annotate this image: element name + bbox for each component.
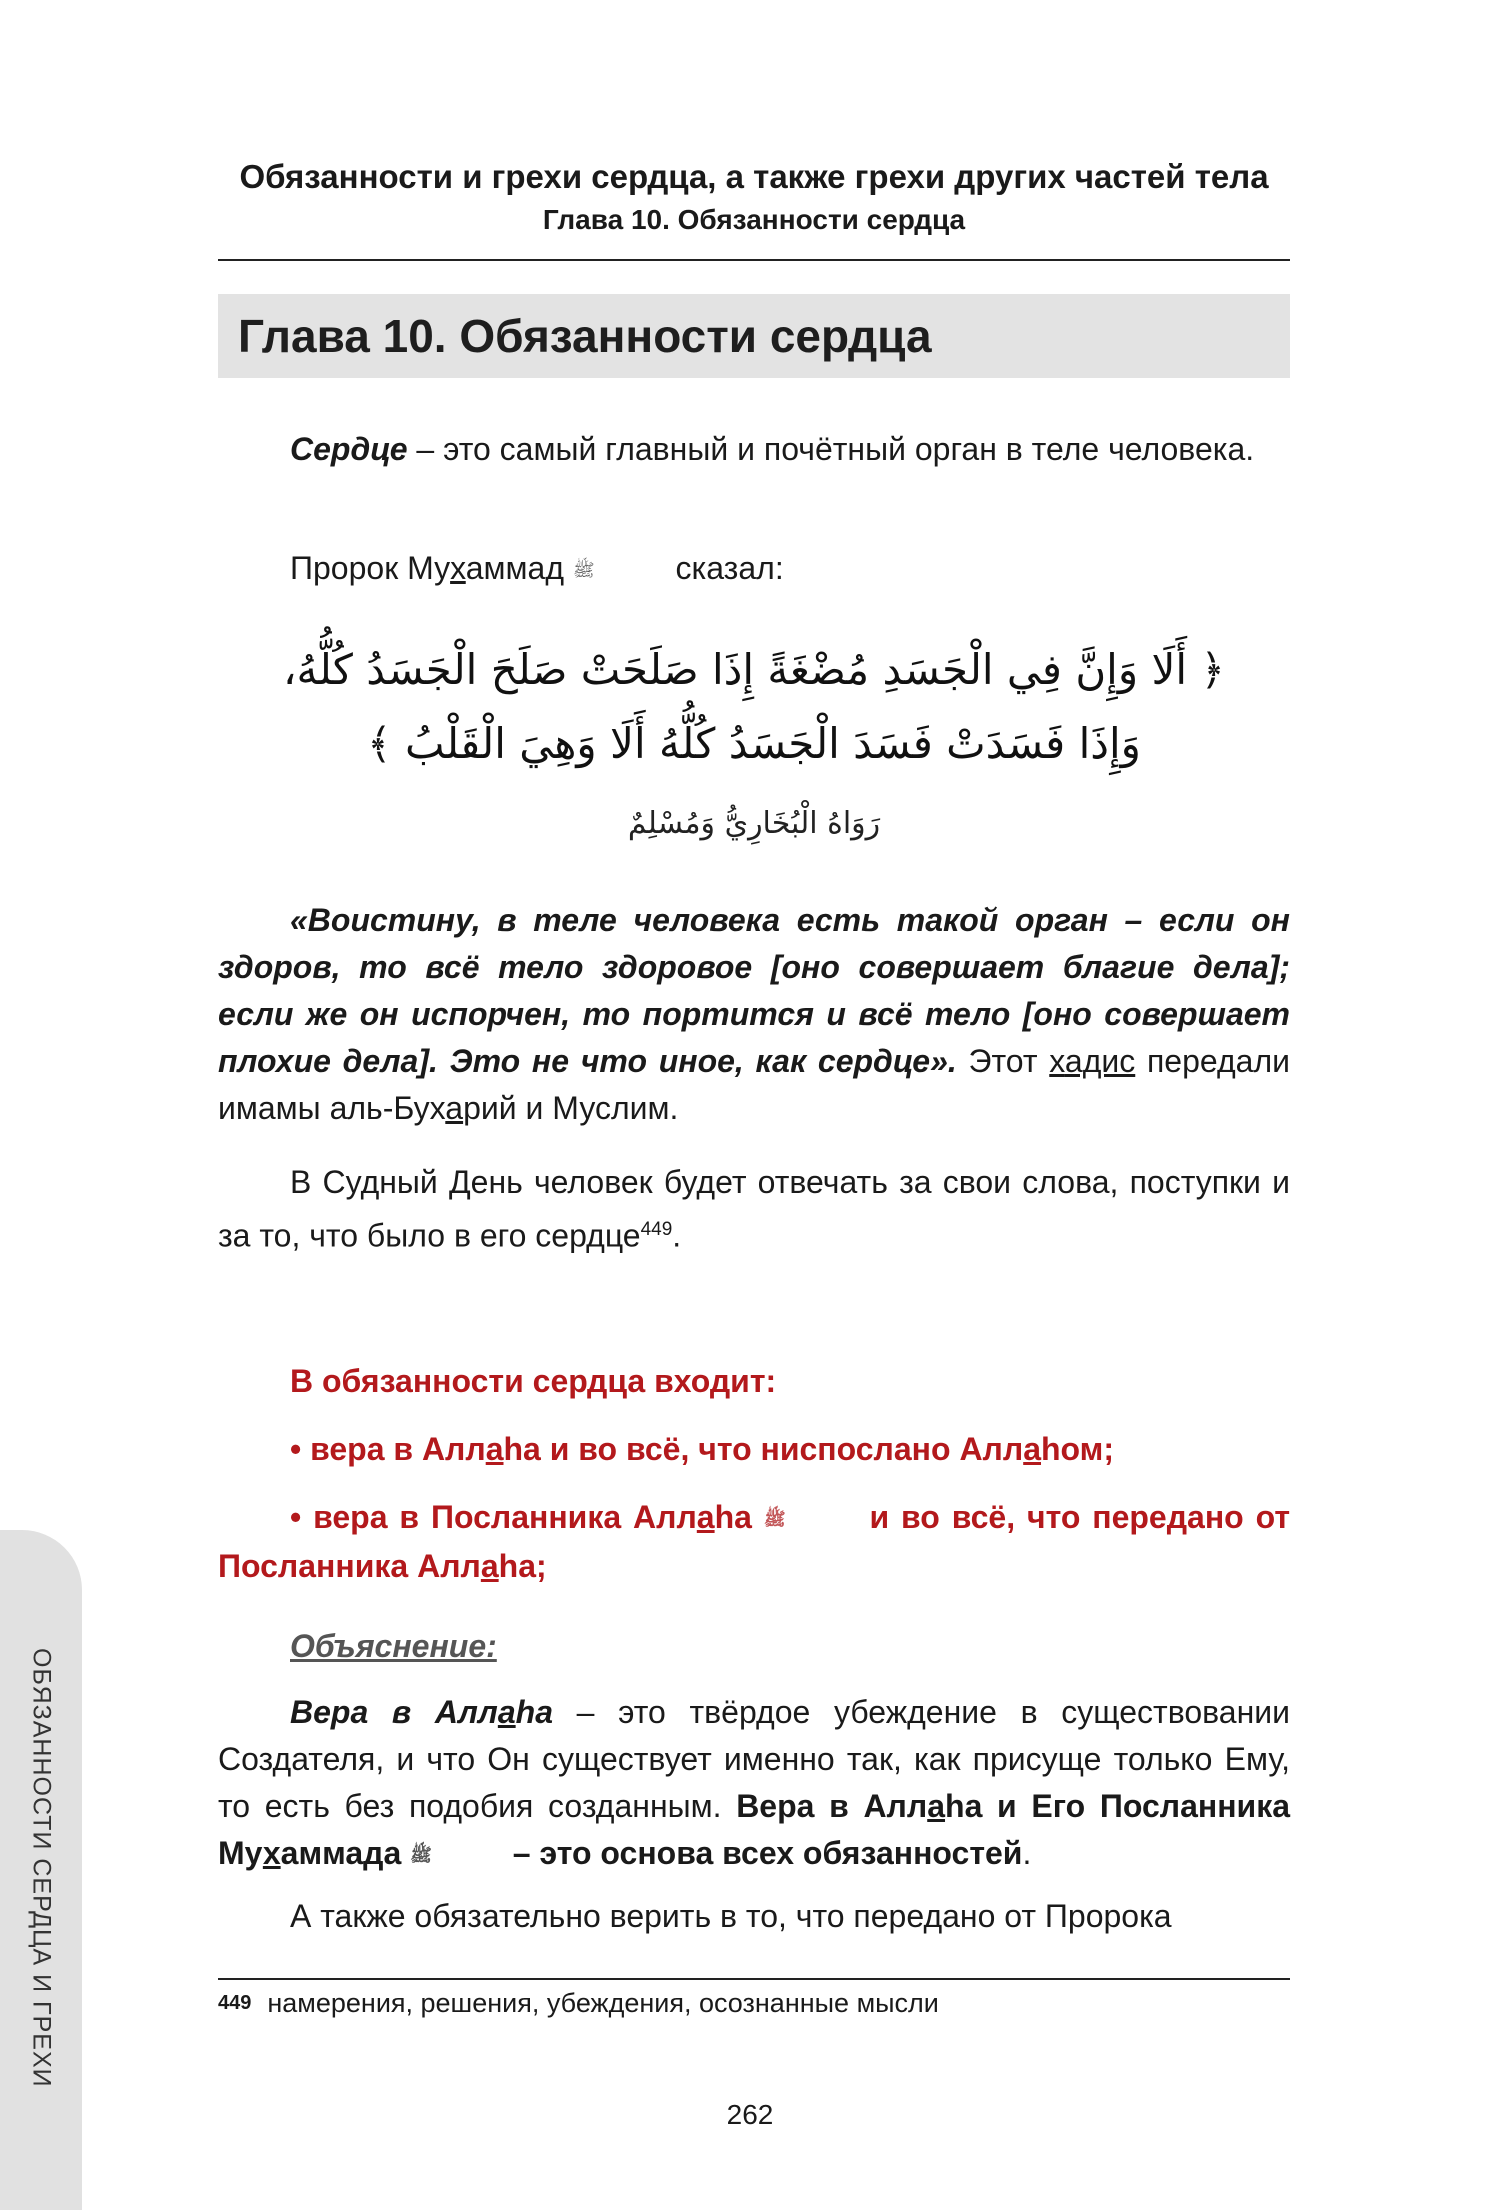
paragraph-judgment-day: В Судный День человек будет отвечать за свои слова, поступки и за то, что было в его сердце$^{449}$.: [218, 1164, 1290, 1254]
duties-list: [218, 1358, 1290, 1590]
chapter-subtitle: Глава 10. Обязанности сердца: [542, 204, 966, 235]
hadith-translation: «Воистину, в теле человека есть такой орган – если он здоров, то всё тело здоровое [оно совершает благие дела]; если же он испорчен, то портится и всё тело [оно совершает плохие дела]. Это не что иное, как сердце».: [218, 902, 1290, 1079]
salawat-icon: ﷺ: [410, 1845, 432, 1867]
side-tab-label-wrap: [0, 1648, 82, 2088]
chapter-heading-box: [218, 294, 1290, 378]
header-rule: [218, 259, 1290, 261]
duty-item: • вера в Посланника Аллаһа ﷺ и во всё, что передано от Посланника Аллаһа;: [218, 1494, 1290, 1590]
footnote-ref[interactable]: 449: [640, 1219, 673, 1240]
explanation-label: Объяснение:: [290, 1628, 497, 1664]
footnote-number: 449: [218, 1992, 252, 2014]
book-title: Обязанности и грехи сердца, а также грехи других частей тела: [239, 158, 1269, 195]
explanation-label-block: [218, 1623, 1290, 1670]
paragraph-heart: [218, 426, 1290, 473]
footnote-text: намерения, решения, убеждения, осознанные мысли: [267, 1988, 939, 2018]
page-number: 262: [726, 2099, 774, 2130]
arabic-hadith: [218, 633, 1290, 781]
heart-definition: – это самый главный и почётный орган в теле человека.: [407, 431, 1255, 467]
footnote: [218, 1984, 939, 2022]
arabic-source: رَوَاهُ الْبُخَارِيُّ وَمُسْلِمٌ: [627, 806, 881, 841]
side-tab-label: ОБЯЗАННОСТИ СЕРДЦА И ГРЕХИ: [27, 1648, 56, 2088]
salawat-icon: ﷺ: [763, 1509, 786, 1531]
duties-heading: В обязанности сердца входит:: [290, 1363, 777, 1399]
duty-item: • вера в Аллаһа и во всё, что ниспослано Аллаһом;: [290, 1431, 1114, 1467]
paragraph-also: А также обязательно верить в то, что передано от Пророка: [290, 1898, 1172, 1934]
paragraph-faith: Вера в Аллаһа – это твёрдое убеждение в существовании Создателя, и что Он существует именно так, как присуще только Ему, то есть без подобия созданным. Вера в Аллаһа и Его Посланника Мухаммада ﷺ – это основа всех обязанностей.: [218, 1689, 1290, 1879]
heart-term: Сердце: [290, 431, 408, 467]
arabic-line-1: ﴿ أَلَا وَإِنَّ فِي الْجَسَدِ مُضْغَةً إِذَا صَلَحَتْ صَلَحَ الْجَسَدُ كُلُّهُ،: [282, 645, 1226, 694]
running-head: [218, 155, 1290, 241]
salawat-icon: ﷺ: [572, 560, 595, 582]
paragraph-translation: «Воистину, в теле человека есть такой орган – если он здоров, то всё тело здоровое [оно совершает благие дела]; если же он испорчен, то портится и всё тело [оно совершает плохие дела]. Это не что иное, как сердце». Этот хадис передали имамы аль-Бухарий и Муслим.: [218, 902, 1291, 1126]
chapter-title: Глава 10. Обязанности сердца: [238, 310, 932, 362]
arabic-line-2: وَإِذَا فَسَدَتْ فَسَدَ الْجَسَدُ كُلُّهُ أَلَا وَهِيَ الْقَلْبُ ﴾: [367, 719, 1141, 768]
footnote-rule: [218, 1978, 1290, 1980]
paragraph-prophet-said: Пророк Мухаммад ﷺ сказал:: [218, 545, 1290, 594]
